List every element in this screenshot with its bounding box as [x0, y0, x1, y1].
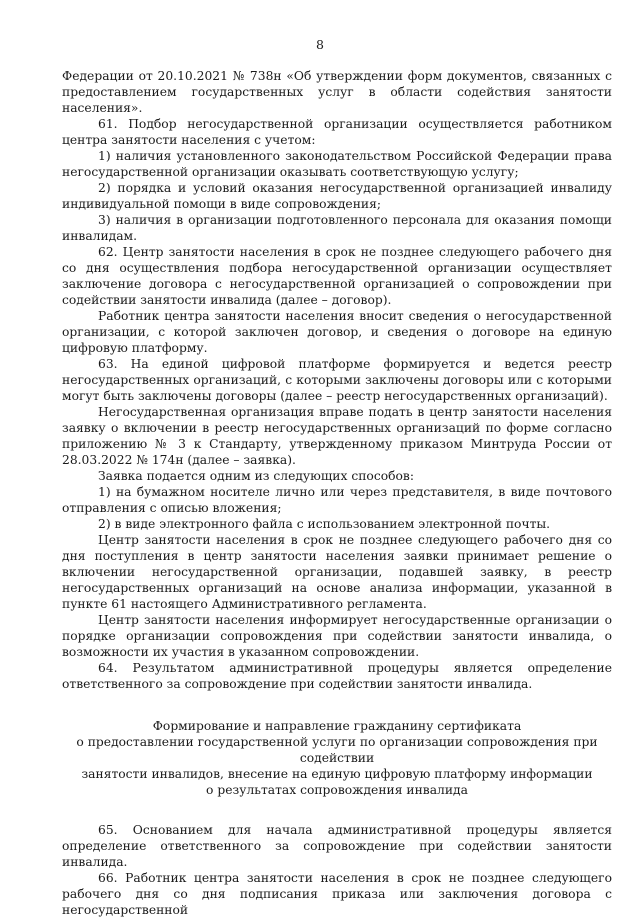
- page-number: 8: [316, 37, 324, 52]
- paragraph: 64. Результатом административной процедуры является определение ответственного за сопровождение при содействии занятости инвалида.: [62, 661, 612, 691]
- paragraph: 1) на бумажном носителе лично или через представителя, в виде почтового отправления с описью вложения;: [62, 485, 612, 515]
- paragraph: Центр занятости населения информирует негосударственные организации о порядке организации сопровождения при содействии занятости инвалида, о возможности их участия в указанном сопровождении.: [62, 613, 612, 659]
- paragraph: 3) наличия в организации подготовленного персонала для оказания помощи инвалидам.: [62, 213, 612, 243]
- section-heading: [62, 718, 612, 798]
- paragraph: 1) наличия установленного законодательством Российской Федерации права негосударственной организации оказывать соответствующую услугу;: [62, 149, 612, 179]
- paragraph: 2) порядка и условий оказания негосударственной организацией инвалиду индивидуальной помощи в виде сопровождения;: [62, 181, 612, 211]
- paragraph: Негосударственная организация вправе подать в центр занятости населения заявку о включении в реестр негосударственных организаций по форме согласно приложению № 3 к Стандарту, утвержденному приказом Минтруда России от 28.03.2022 № 174н (далее – заявка).: [62, 405, 612, 467]
- paragraph: Федерации от 20.10.2021 № 738н «Об утверждении форм документов, связанных с предоставлением государственных услуг в области содействия занятости населения».: [62, 69, 612, 115]
- paragraph: 65. Основанием для начала административной процедуры является определение ответственного за сопровождение при содействии занятости инвалида.: [62, 823, 612, 869]
- heading-line: занятости инвалидов, внесение на единую цифровую платформу информации: [81, 767, 593, 781]
- paragraph: Центр занятости населения в срок не позднее следующего рабочего дня со дня поступления в центр занятости населения заявки принимает решение о включении негосударственной организации, подавшей заявку, в реестр негосударственных организаций на основе анализа информации, указанной в пункте 61 настоящего Административного регламента.: [62, 533, 612, 611]
- paragraph: 66. Работник центра занятости населения в срок не позднее следующего рабочего дня со дня подписания приказа или заключения договора с негосударственной: [62, 871, 612, 917]
- paragraph: Работник центра занятости населения вносит сведения о негосударственной организации, с которой заключен договор, и сведения о договоре на единую цифровую платформу.: [62, 309, 612, 355]
- paragraphs-before: [62, 68, 612, 692]
- paragraph: 61. Подбор негосударственной организации осуществляется работником центра занятости населения с учетом:: [62, 117, 612, 147]
- paragraph: 62. Центр занятости населения в срок не позднее следующего рабочего дня со дня осуществления подбора негосударственной организации осуществляет заключение договора с негосударственной организацией о сопровождении при содействии занятости инвалида (далее – договор).: [62, 245, 612, 307]
- heading-line: о предоставлении государственной услуги по организации сопровождения при содействии: [76, 735, 598, 765]
- document-body: [62, 68, 612, 918]
- heading-line: о результатах сопровождения инвалида: [206, 783, 468, 797]
- paragraph: 2) в виде электронного файла с использованием электронной почты.: [98, 517, 551, 531]
- paragraphs-after: [62, 822, 612, 918]
- heading-line: Формирование и направление гражданину сертификата: [152, 719, 522, 733]
- paragraph: Заявка подается одним из следующих способов:: [98, 469, 414, 483]
- paragraph: 63. На единой цифровой платформе формируется и ведется реестр негосударственных организаций, с которыми заключены договоры или с которыми могут быть заключены договоры (далее – реестр негосударственных организаций).: [62, 357, 612, 403]
